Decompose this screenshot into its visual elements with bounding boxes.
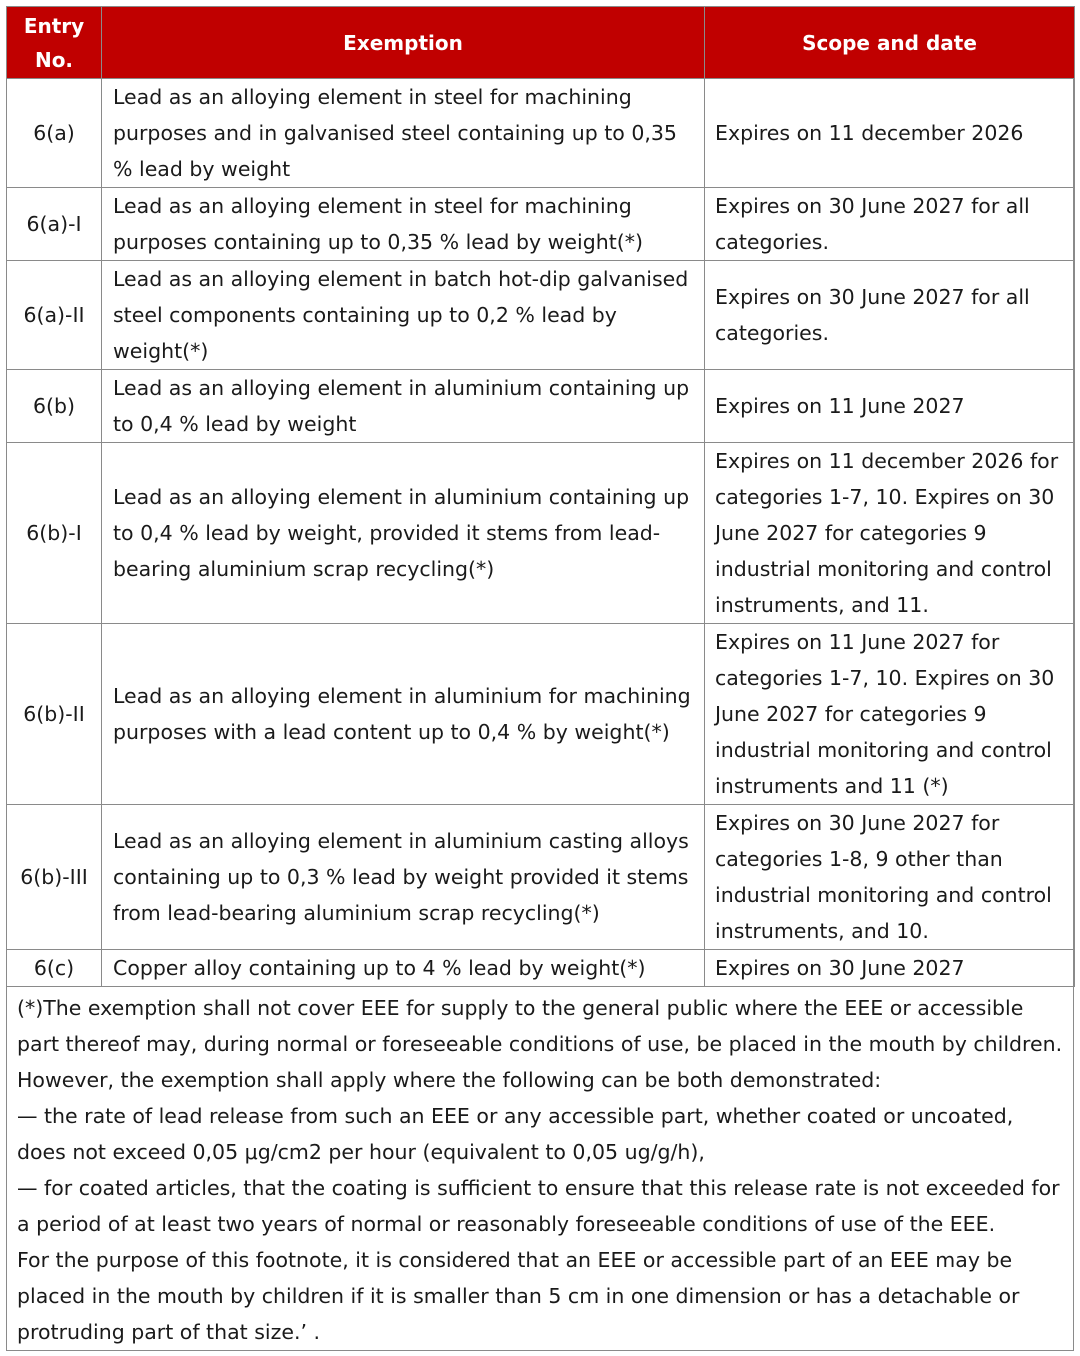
entry-number: 6(b)-II xyxy=(7,624,102,805)
footnote-paragraph: For the purpose of this footnote, it is considered that an EEE or accessible part of an EEE may be placed in the mouth by children if it is smaller than 5 cm in one dimension or has a detachable or protruding part of that size.’ . xyxy=(17,1248,1020,1344)
scope-date: Expires on 11 June 2027 for categories 1-7, 10. Expires on 30 June 2027 for categories 9 industrial monitoring and control instruments and 11 (*) xyxy=(705,624,1075,805)
exemption-text: Lead as an alloying element in aluminium containing up to 0,4 % lead by weight, provided it stems from lead-bearing aluminium scrap recycling(*) xyxy=(102,443,705,624)
header-exemption: Exemption xyxy=(102,7,705,79)
table-header xyxy=(7,7,1075,79)
entry-number: 6(b)-III xyxy=(7,805,102,950)
entry-number: 6(b)-I xyxy=(7,443,102,624)
exemption-text: Lead as an alloying element in batch hot-dip galvanised steel components containing up to 0,2 % lead by weight(*) xyxy=(102,261,705,370)
exemption-text: Lead as an alloying element in steel for machining purposes containing up to 0,35 % lead by weight(*) xyxy=(102,188,705,261)
entry-number: 6(a) xyxy=(7,79,102,188)
exemption-text: Copper alloy containing up to 4 % lead by weight(*) xyxy=(102,950,705,987)
entry-number: 6(c) xyxy=(7,950,102,987)
exemption-text: Lead as an alloying element in aluminium casting alloys containing up to 0,3 % lead by weight provided it stems from lead-bearing aluminium scrap recycling(*) xyxy=(102,805,705,950)
scope-date: Expires on 30 June 2027 for all categories. xyxy=(705,188,1075,261)
footnote-paragraph: (*)The exemption shall not cover EEE for supply to the general public where the EEE or accessible part thereof may, during normal or foreseeable conditions of use, be placed in the mouth by children. xyxy=(17,996,1063,1056)
entry-number: 6(a)-I xyxy=(7,188,102,261)
table-row xyxy=(7,261,1075,370)
table-row xyxy=(7,370,1075,443)
table-row xyxy=(7,188,1075,261)
scope-date: Expires on 30 June 2027 for categories 1-8, 9 other than industrial monitoring and control instruments, and 10. xyxy=(705,805,1075,950)
exemption-text: Lead as an alloying element in steel for machining purposes and in galvanised steel containing up to 0,35 % lead by weight xyxy=(102,79,705,188)
header-scope-date: Scope and date xyxy=(705,7,1075,79)
scope-date: Expires on 11 June 2027 xyxy=(705,370,1075,443)
footnote-paragraph: However, the exemption shall apply where the following can be both demonstrated: xyxy=(17,1068,882,1092)
entry-number: 6(a)-II xyxy=(7,261,102,370)
table-row xyxy=(7,624,1075,805)
footnote-paragraph: — the rate of lead release from such an EEE or any accessible part, whether coated or uncoated, does not exceed 0,05 μg/cm2 per hour (equivalent to 0,05 ug/g/h), xyxy=(17,1104,1014,1164)
entry-number: 6(b) xyxy=(7,370,102,443)
scope-date: Expires on 30 June 2027 for all categories. xyxy=(705,261,1075,370)
table-row xyxy=(7,443,1075,624)
exemption-text: Lead as an alloying element in aluminium for machining purposes with a lead content up to 0,4 % by weight(*) xyxy=(102,624,705,805)
table-row xyxy=(7,805,1075,950)
footnote xyxy=(6,988,1074,1351)
footnote-paragraph: — for coated articles, that the coating is sufficient to ensure that this release rate is not exceeded for a period of at least two years of normal or reasonably foreseeable conditions of use of the EEE. xyxy=(17,1176,1060,1236)
exemption-text: Lead as an alloying element in aluminium containing up to 0,4 % lead by weight xyxy=(102,370,705,443)
scope-date: Expires on 11 december 2026 for categories 1-7, 10. Expires on 30 June 2027 for categories 9 industrial monitoring and control instruments, and 11. xyxy=(705,443,1075,624)
scope-date: Expires on 11 december 2026 xyxy=(705,79,1075,188)
table-row xyxy=(7,950,1075,987)
watermark xyxy=(8,1332,148,1348)
table-row xyxy=(7,79,1075,188)
exemption-table xyxy=(6,6,1075,987)
scope-date: Expires on 30 June 2027 xyxy=(705,950,1075,987)
header-entry-no: Entry No. xyxy=(7,7,102,79)
